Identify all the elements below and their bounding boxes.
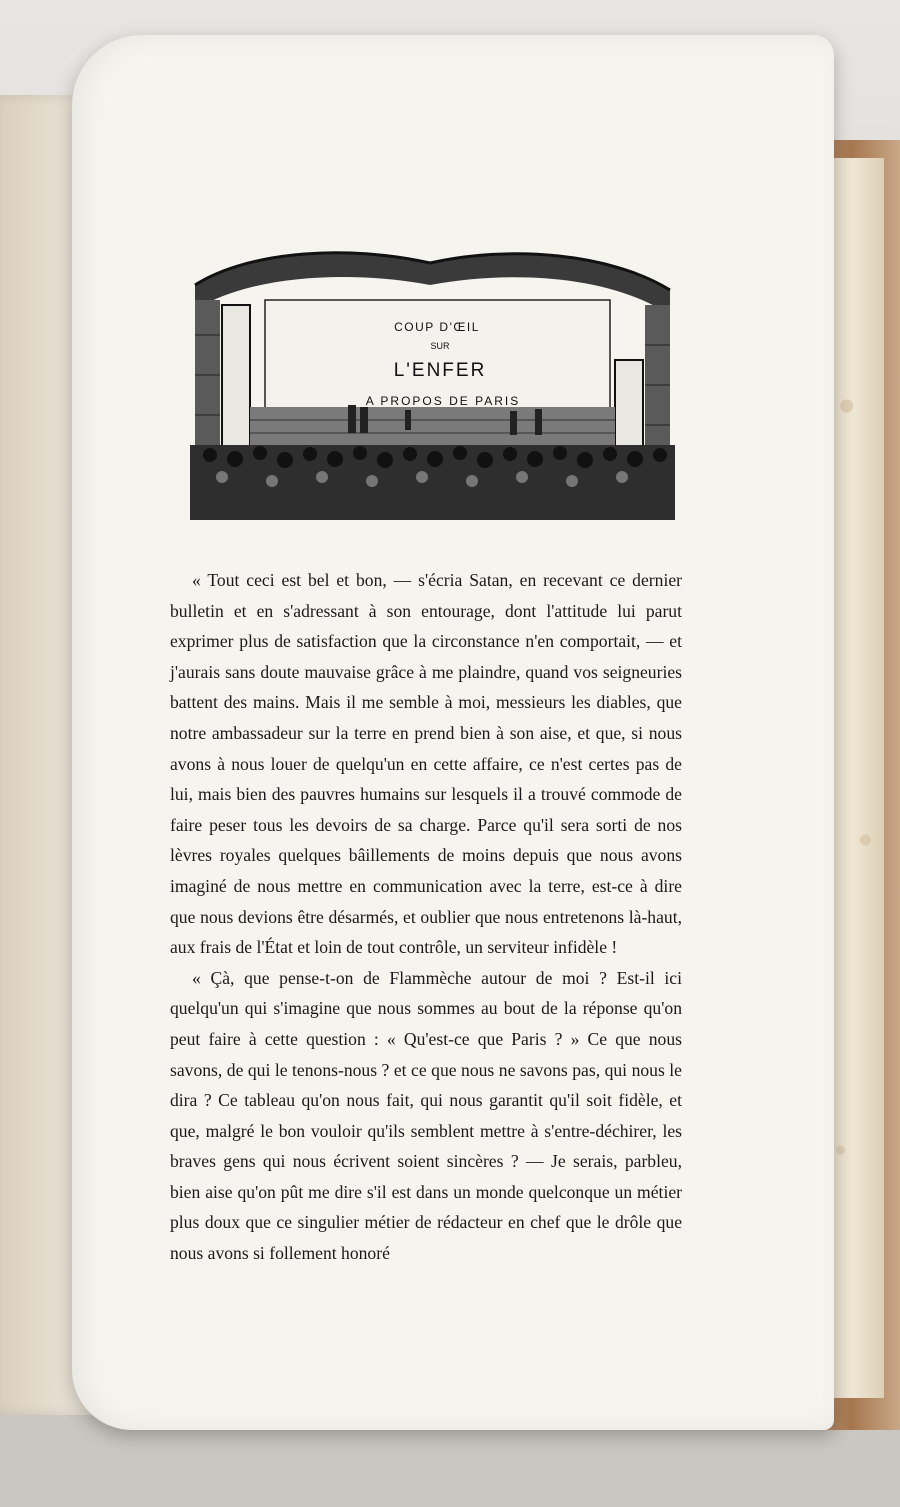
engraving-line-2: SUR xyxy=(430,341,450,351)
body-text xyxy=(170,565,682,1269)
engraving-line-3: L'ENFER xyxy=(393,360,487,381)
engraving-line-1: COUP D'ŒIL xyxy=(394,320,480,334)
paragraph-1: « Tout ceci est bel et bon, — s'écria Satan, en recevant ce dernier bulletin et en s'adressant à son entourage, dont l'attitude lui parut exprimer plus de satisfaction que la circonstance n'en comportait, — et j'aurais sans doute mauvaise grâce à me plaindre, quand vos seigneuries battent des mains. Mais il me semble à moi, messieurs les diables, que notre ambassadeur sur la terre en prend bien à son aise, et que, si nous avons à nous louer de quelqu'un en cette affaire, ce n'est certes pas de lui, mais bien des pauvres humains sur lesquels il a trouvé commode de faire peser tous les devoirs de sa charge. Parce qu'il sera sorti de nos lèvres royales quelques bâillements de moins depuis que nous avons imaginé de nous mettre en communication avec la terre, est-ce à dire que nous devions être désarmés, et oublier que nous entretenons là-haut, aux frais de l'État et loin de tout contrôle, un serviteur infidèle ! xyxy=(170,570,682,958)
engraving-line-4: A PROPOS DE PARIS xyxy=(365,394,521,408)
paragraph-2: « Çà, que pense-t-on de Flammèche autour de moi ? Est-il ici quelqu'un qui s'imagine que nous sommes au bout de la réponse qu'on peut faire à cette question : « Qu'est-ce que Paris ? » Ce que nous savons, de qui le tenons-nous ? et ce que nous ne savons pas, qui nous le dira ? Ce tableau qu'on nous fait, qui nous garantit qu'il soit fidèle, et que, malgré le bon vouloir qu'ils semblent mettre à s'entre-déchirer, les braves gens qui nous écrivent soient sincères ? — Je serais, parbleu, bien aise qu'on pût me dire s'il est dans un monde quelconque un métier plus doux que ce singulier métier de rédacteur en chef que le drôle que nous avons si follement honoré xyxy=(170,967,682,1264)
theatre-engraving xyxy=(190,245,675,520)
